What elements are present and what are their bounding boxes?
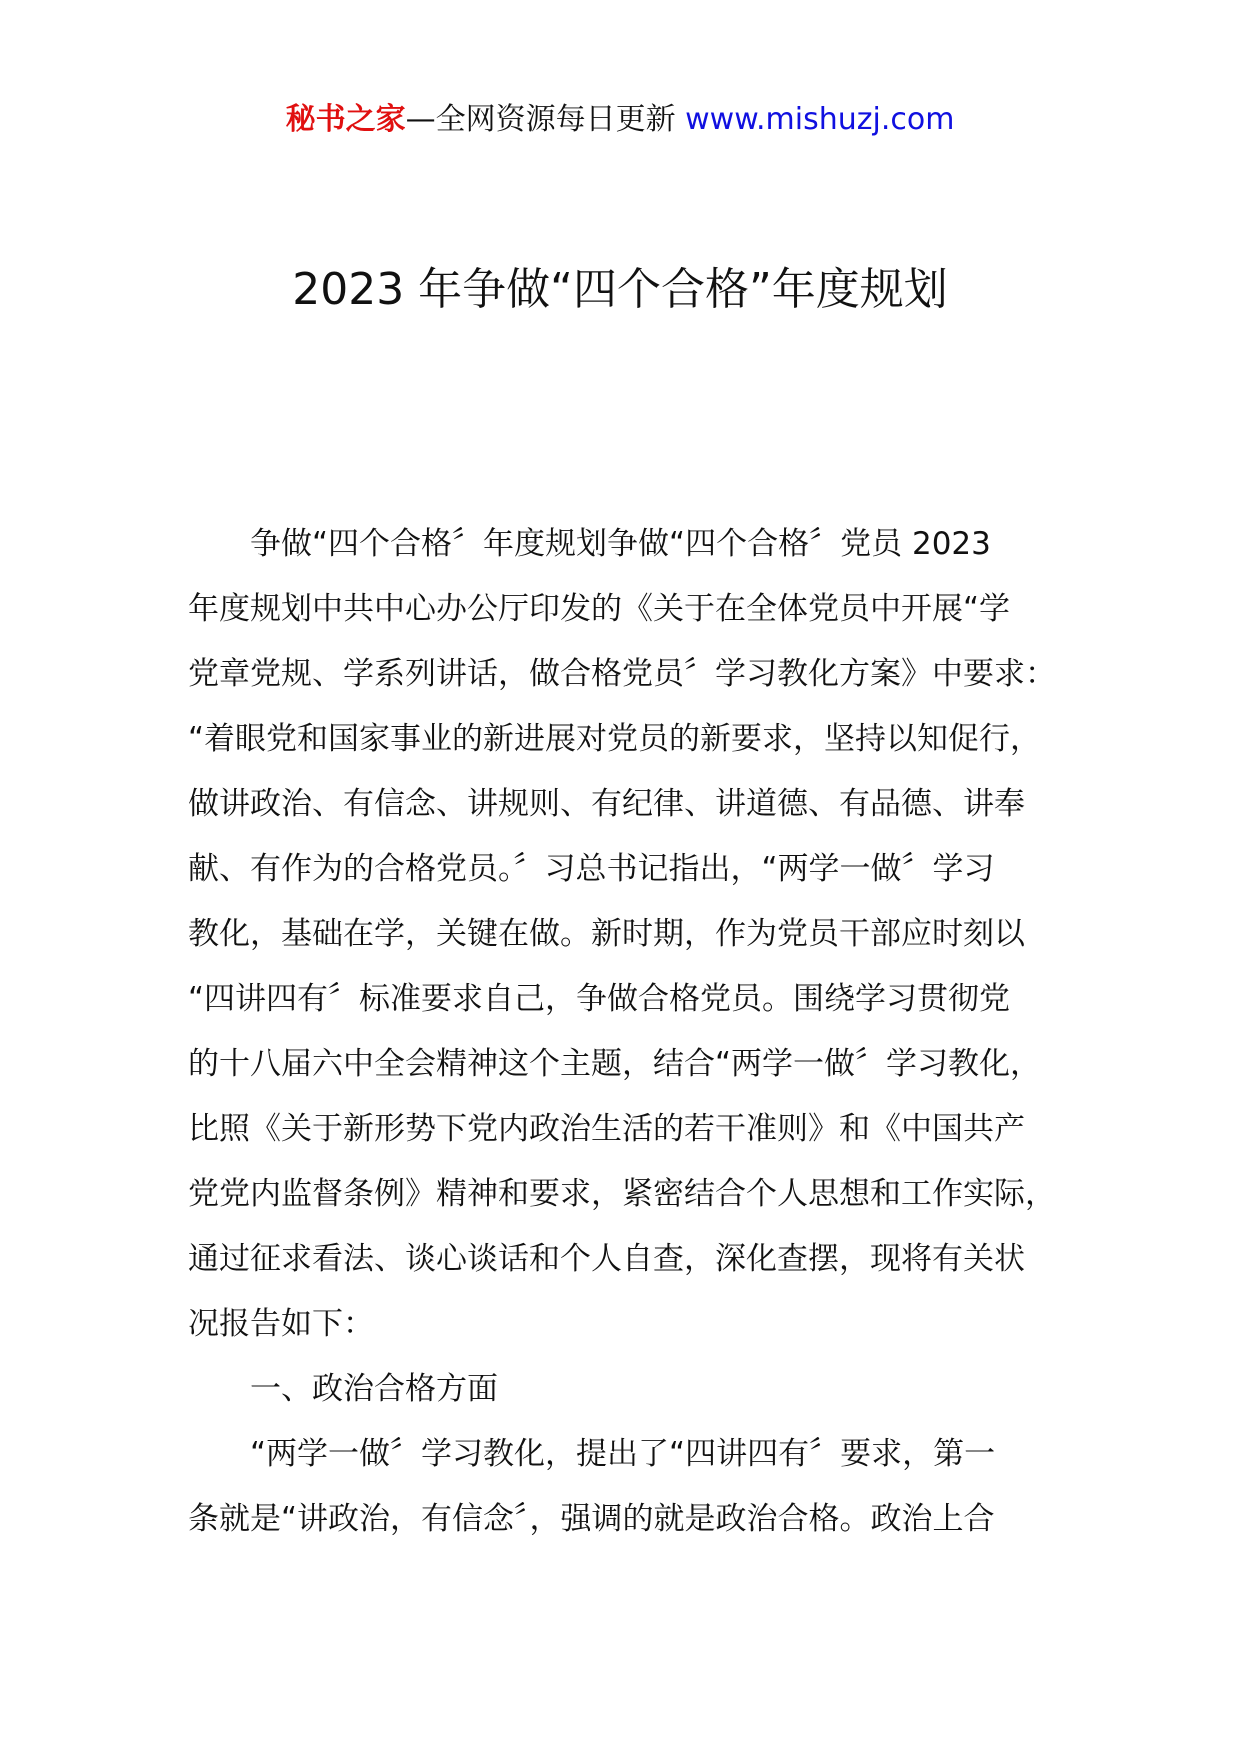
paragraph-line: 通过征求看法、谈心谈话和个人自查，深化查摆，现将有关状 [188,1241,1025,1277]
section-heading: 一、政治合格方面 [250,1371,498,1407]
paragraph-line: 条就是“讲政治，有信念〞，强调的就是政治合格。政治上合 [188,1501,995,1537]
paragraph-line: 的十八届六中全会精神这个主题，结合“两学一做〞学习教化， [188,1046,1042,1082]
paragraph-line: “两学一做〞学习教化，提出了“四讲四有〞要求，第一 [250,1436,996,1472]
paragraph-line: 做讲政治、有信念、讲规则、有纪律、讲道德、有品德、讲奉 [188,786,1025,822]
paragraph-line: 年度规划中共中心办公厅印发的《关于在全体党员中开展“学 [188,591,1011,627]
paragraph-line: 党章党规、学系列讲话，做合格党员〞学习教化方案》中要求： [188,656,1056,692]
paragraph-line: 争做“四个合格〞年度规划争做“四个合格〞党员 2023 [250,526,991,562]
site-tagline: —全网资源每日更新 [405,102,676,137]
paragraph-line: 教化，基础在学，关键在做。新时期，作为党员干部应时刻以 [188,916,1025,952]
site-brand: 秘书之家 [285,102,406,137]
document-body [188,512,1088,1552]
paragraph-line: 献、有作为的合格党员。〞习总书记指出，“两学一做〞学习 [188,851,995,887]
paragraph-line: 比照《关于新形势下党内政治生活的若干准则》和《中国共产 [188,1111,1025,1147]
document-title: 2023 年争做“四个合格”年度规划 [292,264,948,315]
site-url-link[interactable]: www.mishuzj.com [685,102,955,137]
paragraph-line: “着眼党和国家事业的新进展对党员的新要求，坚持以知促行， [188,721,1042,757]
paragraph-line: 况报告如下： [188,1306,374,1342]
paragraph-line: “四讲四有〞标准要求自己，争做合格党员。围绕学习贯彻党 [188,981,1011,1017]
paragraph-line: 党党内监督条例》精神和要求，紧密结合个人思想和工作实际， [188,1176,1056,1212]
site-header [0,98,1240,142]
